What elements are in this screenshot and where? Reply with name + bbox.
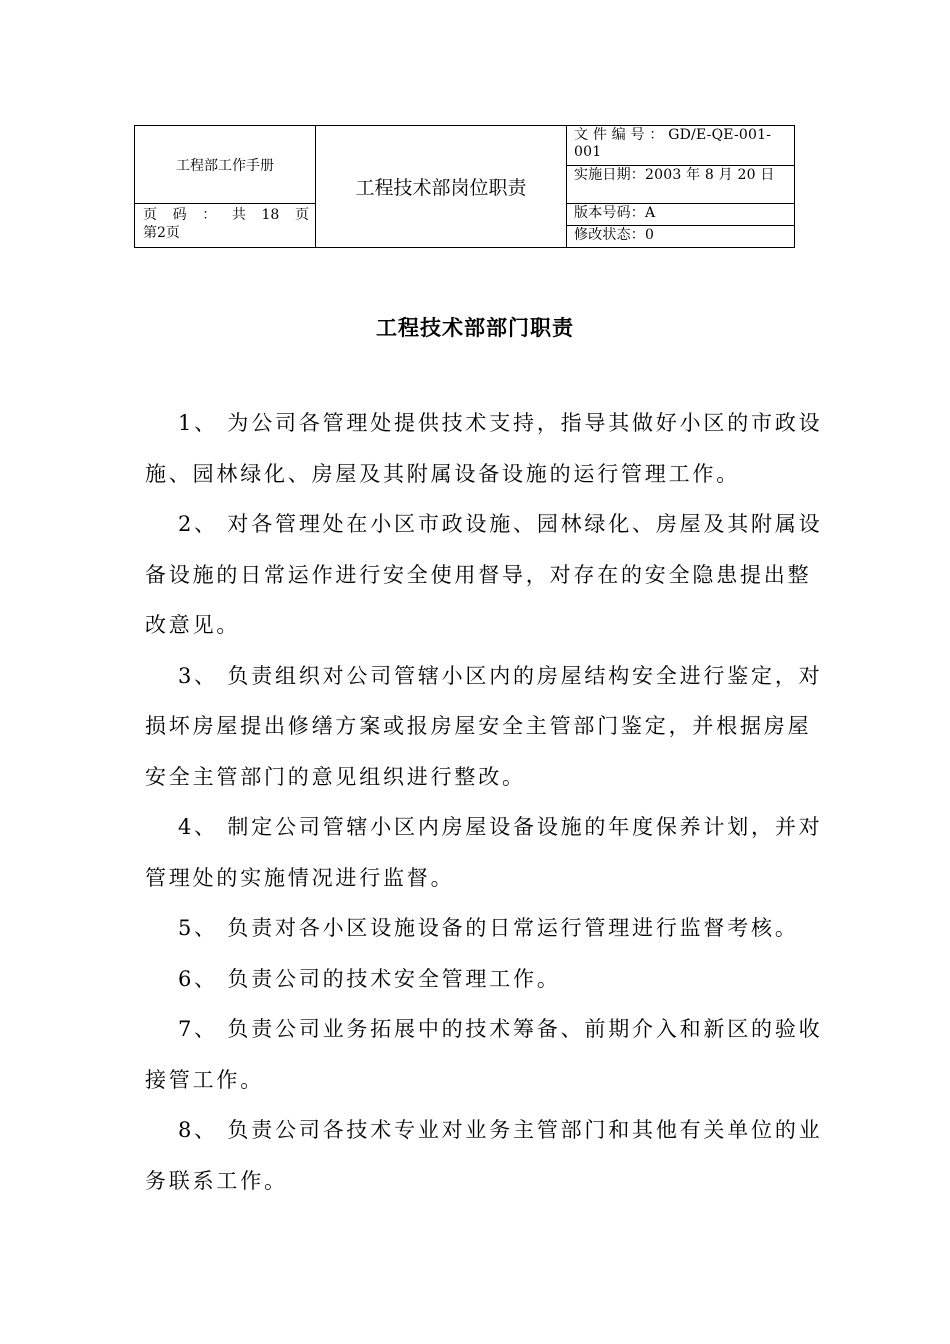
page-count-line: 页 码 ： 共 18 页	[143, 207, 309, 223]
duties-list	[145, 398, 825, 1206]
duty-item: 6、 负责公司的技术安全管理工作。	[178, 966, 561, 991]
current-page: 第2页	[143, 225, 180, 241]
duty-item: 7、 负责公司业务拓展中的技术筹备、前期介入和新区的验收接管工作。	[145, 1017, 823, 1092]
duty-item: 8、 负责公司各技术专业对业务主管部门和其他有关单位的业务联系工作。	[145, 1118, 823, 1193]
version-number: 版本号码：A	[567, 204, 795, 226]
document-title: 工程技术部岗位职责	[316, 126, 567, 248]
duty-item: 3、 负责组织对公司管辖小区内的房屋结构安全进行鉴定，对损坏房屋提出修缮方案或报房屋安全主管部门鉴定，并根据房屋安全主管部门的意见组织进行整改。	[145, 663, 823, 789]
document-number: 文 件 编 号 ： GD/E-QE-001-001	[567, 126, 795, 166]
duty-item: 4、 制定公司管辖小区内房屋设备设施的年度保养计划，并对管理处的实施情况进行监督。	[145, 815, 823, 890]
manual-name: 工程部工作手册	[135, 126, 316, 204]
section-heading: 工程技术部部门职责	[376, 315, 574, 340]
revision-status: 修改状态：0	[567, 226, 795, 248]
duty-item: 5、 负责对各小区设施设备的日常运行管理进行监督考核。	[178, 916, 799, 940]
document-header-table	[134, 125, 795, 248]
effective-date: 实施日期：2003 年 8 月 20 日	[567, 165, 795, 204]
page-info	[135, 204, 316, 248]
duty-item: 1、 为公司各管理处提供技术支持，指导其做好小区的市政设施、园林绿化、房屋及其附属设备设施的运行管理工作。	[145, 411, 823, 486]
duty-item: 2、 对各管理处在小区市政设施、园林绿化、房屋及其附属设备设施的日常运作进行安全使用督导，对存在的安全隐患提出整改意见。	[145, 512, 823, 637]
